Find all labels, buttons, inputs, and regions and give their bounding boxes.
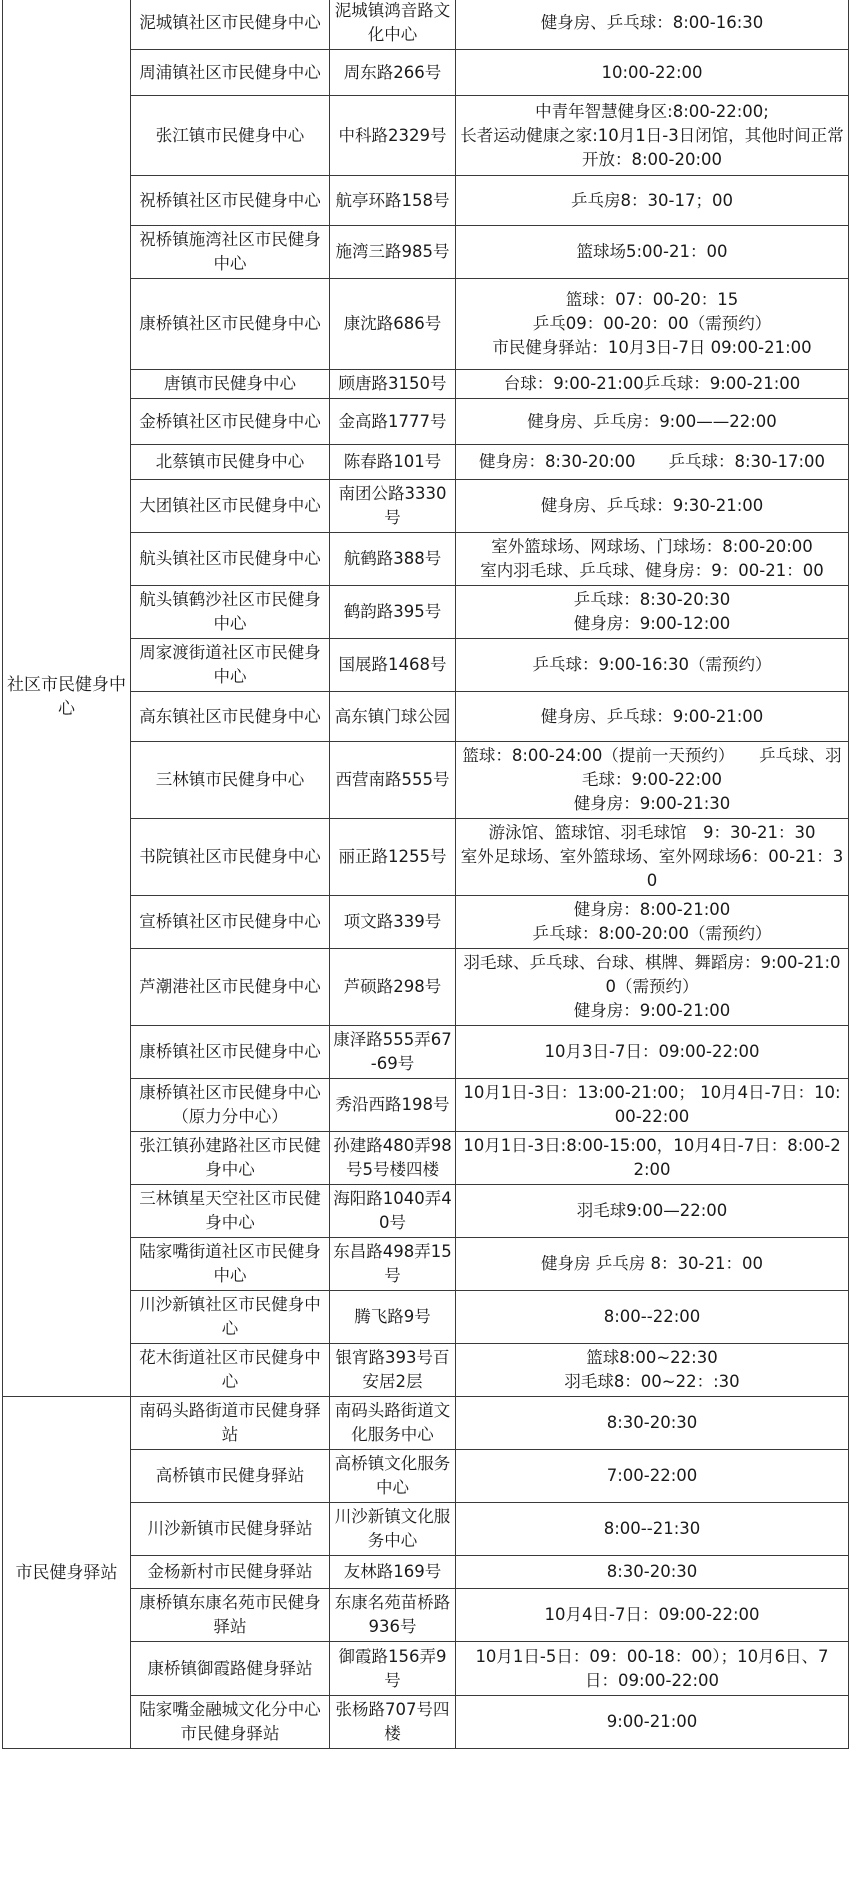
venue-name-cell: 宣桥镇社区市民健身中心 (131, 896, 330, 949)
address-cell: 腾飞路9号 (330, 1291, 456, 1344)
hours-cell: 游泳馆、篮球馆、羽毛球馆 9：30-21：30 室外足球场、室外篮球场、室外网球场6：00-21：30 (456, 819, 849, 896)
hours-cell: 健身房、乒乓球：9:00-21:00 (456, 692, 849, 742)
address-cell: 陈春路101号 (330, 445, 456, 480)
category-cell: 社区市民健身中心 (3, 0, 131, 1397)
address-cell: 南团公路3330号 (330, 480, 456, 533)
address-cell: 金高路1777号 (330, 399, 456, 445)
venue-name-cell: 康桥镇社区市民健身中心 (131, 1026, 330, 1079)
hours-cell: 中青年智慧健身区:8:00-22:00; 长者运动健康之家:10月1日-3日闭馆，其他时间正常开放：8:00-20:00 (456, 96, 849, 176)
address-cell: 康泽路555弄67-69号 (330, 1026, 456, 1079)
venue-name-cell: 大团镇社区市民健身中心 (131, 480, 330, 533)
address-cell: 国展路1468号 (330, 639, 456, 692)
address-cell: 高桥镇文化服务中心 (330, 1450, 456, 1503)
hours-cell: 室外篮球场、网球场、门球场：8:00-20:00 室内羽毛球、乒乓球、健身房：9：00-21：00 (456, 533, 849, 586)
category-cell: 市民健身驿站 (3, 1397, 131, 1749)
hours-cell: 篮球8:00~22:30 羽毛球8：00~22：:30 (456, 1344, 849, 1397)
hours-cell: 健身房、乒乓房：9:00——22:00 (456, 399, 849, 445)
address-cell: 泥城镇鸿音路文化中心 (330, 0, 456, 50)
address-cell: 秀沿西路198号 (330, 1079, 456, 1132)
address-cell: 施湾三路985号 (330, 226, 456, 279)
hours-cell: 10:00-22:00 (456, 50, 849, 96)
hours-cell: 羽毛球9:00—22:00 (456, 1185, 849, 1238)
hours-cell: 乒乓球：8:30-20:30 健身房：9:00-12:00 (456, 586, 849, 639)
venue-name-cell: 陆家嘴街道社区市民健身中心 (131, 1238, 330, 1291)
hours-cell: 10月1日-3日：13:00-21:00； 10月4日-7日：10:00-22:00 (456, 1079, 849, 1132)
hours-cell: 8:30-20:30 (456, 1397, 849, 1450)
hours-cell: 8:30-20:30 (456, 1556, 849, 1589)
hours-cell: 10月1日-3日:8:00-15:00，10月4日-7日：8:00-22:00 (456, 1132, 849, 1185)
venue-name-cell: 陆家嘴金融城文化分中心市民健身驿站 (131, 1696, 330, 1749)
address-cell: 鹤韵路395号 (330, 586, 456, 639)
venue-name-cell: 高东镇社区市民健身中心 (131, 692, 330, 742)
hours-cell: 健身房、乒乓球：9:30-21:00 (456, 480, 849, 533)
hours-cell: 10月1日-5日：09：00-18：00）；10月6日、7日：09:00-22:00 (456, 1642, 849, 1696)
venue-name-cell: 三林镇市民健身中心 (131, 742, 330, 819)
venue-name-cell: 祝桥镇施湾社区市民健身中心 (131, 226, 330, 279)
venue-name-cell: 花木街道社区市民健身中心 (131, 1344, 330, 1397)
hours-cell: 篮球：8:00-24:00（提前一天预约） 乒乓球、羽毛球：9:00-22:00 健身房：9:00-21:30 (456, 742, 849, 819)
table-body (3, 0, 849, 1749)
venue-name-cell: 泥城镇社区市民健身中心 (131, 0, 330, 50)
hours-cell: 羽毛球、乒乓球、台球、棋牌、舞蹈房：9:00-21:00（需预约） 健身房：9:00-21:00 (456, 949, 849, 1026)
hours-cell: 乒乓球：9:00-16:30（需预约） (456, 639, 849, 692)
venue-name-cell: 三林镇星天空社区市民健身中心 (131, 1185, 330, 1238)
venue-name-cell: 航头镇鹤沙社区市民健身中心 (131, 586, 330, 639)
address-cell: 西营南路555号 (330, 742, 456, 819)
table-row (3, 1397, 849, 1450)
hours-cell: 篮球：07：00-20：15 乒乓09：00-20：00（需预约） 市民健身驿站：10月3日-7日 09:00-21:00 (456, 279, 849, 370)
address-cell: 项文路339号 (330, 896, 456, 949)
hours-cell: 乒乓房8：30-17；00 (456, 176, 849, 226)
hours-cell: 8:00--21:30 (456, 1503, 849, 1556)
hours-cell: 10月3日-7日：09:00-22:00 (456, 1026, 849, 1079)
address-cell: 高东镇门球公园 (330, 692, 456, 742)
venue-name-cell: 书院镇社区市民健身中心 (131, 819, 330, 896)
address-cell: 航亭环路158号 (330, 176, 456, 226)
venue-name-cell: 康桥镇东康名苑市民健身驿站 (131, 1589, 330, 1642)
address-cell: 川沙新镇文化服务中心 (330, 1503, 456, 1556)
venue-name-cell: 张江镇市民健身中心 (131, 96, 330, 176)
hours-cell: 篮球场5:00-21：00 (456, 226, 849, 279)
venue-name-cell: 高桥镇市民健身驿站 (131, 1450, 330, 1503)
venue-name-cell: 川沙新镇市民健身驿站 (131, 1503, 330, 1556)
venue-name-cell: 金杨新村市民健身驿站 (131, 1556, 330, 1589)
address-cell: 康沈路686号 (330, 279, 456, 370)
venue-name-cell: 航头镇社区市民健身中心 (131, 533, 330, 586)
hours-cell: 健身房 乒乓房 8：30-21：00 (456, 1238, 849, 1291)
hours-cell: 台球：9:00-21:00乒乓球：9:00-21:00 (456, 370, 849, 399)
venue-name-cell: 芦潮港社区市民健身中心 (131, 949, 330, 1026)
venue-name-cell: 南码头路街道市民健身驿站 (131, 1397, 330, 1450)
venue-name-cell: 周浦镇社区市民健身中心 (131, 50, 330, 96)
address-cell: 张杨路707号四楼 (330, 1696, 456, 1749)
address-cell: 银宵路393号百安居2层 (330, 1344, 456, 1397)
address-cell: 丽正路1255号 (330, 819, 456, 896)
table-row (3, 0, 849, 50)
hours-cell: 健身房：8:00-21:00 乒乓球：8:00-20:00（需预约） (456, 896, 849, 949)
address-cell: 东康名苑苗桥路936号 (330, 1589, 456, 1642)
address-cell: 御霞路156弄9号 (330, 1642, 456, 1696)
venue-name-cell: 金桥镇社区市民健身中心 (131, 399, 330, 445)
venue-name-cell: 康桥镇社区市民健身中心 (131, 279, 330, 370)
hours-cell: 健身房、乒乓球：8:00-16:30 (456, 0, 849, 50)
hours-cell: 9:00-21:00 (456, 1696, 849, 1749)
venue-name-cell: 唐镇市民健身中心 (131, 370, 330, 399)
hours-cell: 7:00-22:00 (456, 1450, 849, 1503)
address-cell: 海阳路1040弄40号 (330, 1185, 456, 1238)
venue-name-cell: 川沙新镇社区市民健身中心 (131, 1291, 330, 1344)
address-cell: 航鹤路388号 (330, 533, 456, 586)
address-cell: 顾唐路3150号 (330, 370, 456, 399)
address-cell: 南码头路街道文化服务中心 (330, 1397, 456, 1450)
schedule-table (2, 0, 849, 1749)
venue-name-cell: 周家渡街道社区市民健身中心 (131, 639, 330, 692)
address-cell: 东昌路498弄15号 (330, 1238, 456, 1291)
address-cell: 周东路266号 (330, 50, 456, 96)
address-cell: 芦硕路298号 (330, 949, 456, 1026)
venue-name-cell: 康桥镇御霞路健身驿站 (131, 1642, 330, 1696)
hours-cell: 8:00--22:00 (456, 1291, 849, 1344)
hours-cell: 10月4日-7日：09:00-22:00 (456, 1589, 849, 1642)
venue-name-cell: 祝桥镇社区市民健身中心 (131, 176, 330, 226)
hours-cell: 健身房：8:30-20:00 乒乓球：8:30-17:00 (456, 445, 849, 480)
address-cell: 友林路169号 (330, 1556, 456, 1589)
venue-name-cell: 张江镇孙建路社区市民健身中心 (131, 1132, 330, 1185)
venue-name-cell: 北蔡镇市民健身中心 (131, 445, 330, 480)
address-cell: 孙建路480弄98号5号楼四楼 (330, 1132, 456, 1185)
address-cell: 中科路2329号 (330, 96, 456, 176)
venue-name-cell: 康桥镇社区市民健身中心（原力分中心） (131, 1079, 330, 1132)
